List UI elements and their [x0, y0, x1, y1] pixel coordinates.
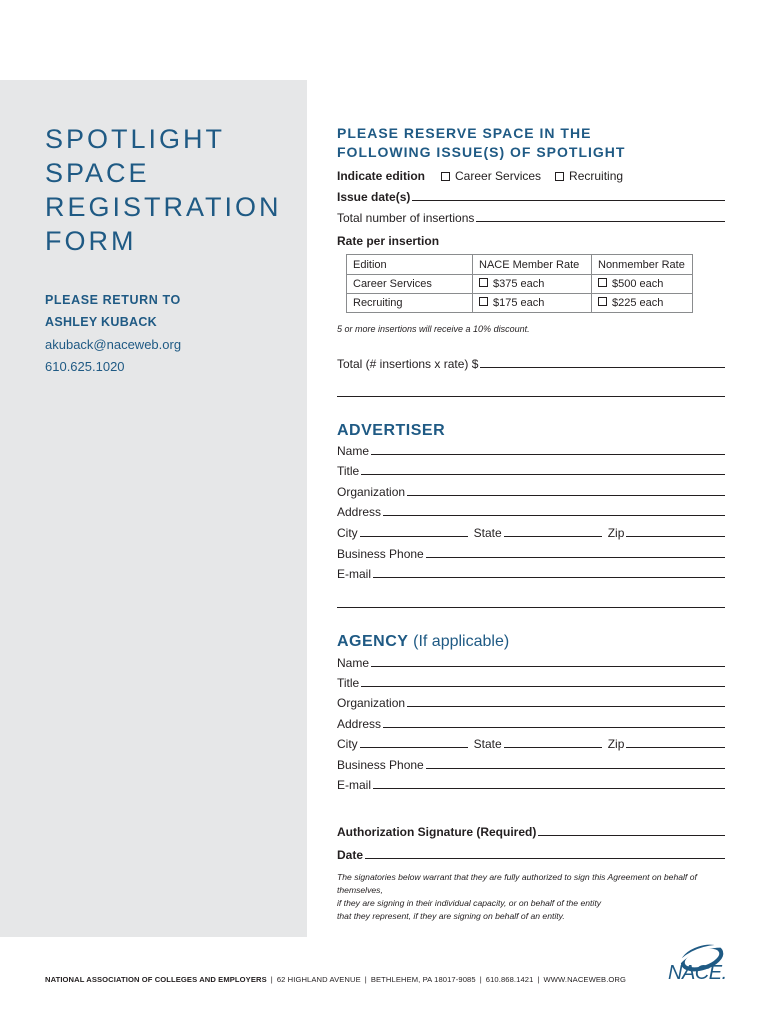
advertiser-organization-row: [337, 483, 725, 499]
advertiser-city-row: [337, 524, 725, 540]
agency-zip-field[interactable]: [626, 747, 725, 748]
field-label: Address: [337, 717, 382, 731]
table-row: [347, 275, 693, 294]
agency-title-row: [337, 674, 725, 690]
edition-row: [337, 167, 725, 183]
agency-address-field[interactable]: [383, 727, 725, 728]
checkbox-icon[interactable]: [598, 278, 607, 287]
agency-organization-field[interactable]: [407, 706, 725, 707]
advertiser-email-row: [337, 565, 725, 581]
insertions-field[interactable]: [476, 221, 725, 222]
field-label: E-mail: [337, 778, 372, 792]
checkbox-icon[interactable]: [441, 172, 450, 181]
issue-dates-field[interactable]: [412, 200, 725, 201]
table-cell-nonmember[interactable]: [592, 275, 693, 294]
advertiser-title-field[interactable]: [361, 474, 725, 475]
advertiser-zip-field[interactable]: [626, 536, 725, 537]
contact-email[interactable]: akuback@naceweb.org: [45, 337, 182, 352]
table-cell-edition: Recruiting: [347, 294, 473, 313]
insertions-row: [337, 209, 725, 225]
agency-name-field[interactable]: [371, 666, 725, 667]
footer-phone: 610.868.1421: [485, 975, 534, 984]
advertiser-email-field[interactable]: [373, 577, 725, 578]
edition-option-label: Recruiting: [569, 169, 624, 183]
field-label: State: [473, 737, 502, 751]
edition-option-recruiting[interactable]: [555, 169, 623, 183]
agency-heading-note: (If applicable): [413, 633, 510, 650]
total-row: [337, 355, 725, 371]
agency-state-field[interactable]: [504, 747, 602, 748]
advertiser-phone-field[interactable]: [426, 557, 725, 558]
agency-phone-row: [337, 756, 725, 772]
checkbox-icon[interactable]: [598, 297, 607, 306]
field-label: Business Phone: [337, 758, 424, 772]
table-row: [347, 294, 693, 313]
agency-email-field[interactable]: [373, 788, 725, 789]
contact-phone: 610.625.1020: [45, 359, 125, 374]
signature-label: Authorization Signature (Required): [337, 825, 537, 839]
footer-org: NATIONAL ASSOCIATION OF COLLEGES AND EMPLOYERS: [45, 975, 267, 984]
disclaimer-line: that they represent, if they are signing on behalf of an entity.: [337, 911, 565, 921]
agency-address-row: [337, 715, 725, 731]
advertiser-organization-field[interactable]: [407, 495, 725, 496]
field-label: Title: [337, 676, 360, 690]
advertiser-title-row: [337, 462, 725, 478]
agency-city-row: [337, 735, 725, 751]
field-label: Business Phone: [337, 547, 424, 561]
advertiser-state-field[interactable]: [504, 536, 602, 537]
footer-address: 62 HIGHLAND AVENUE: [276, 975, 361, 984]
field-label: Zip: [607, 526, 625, 540]
rate-value: $225 each: [612, 297, 664, 309]
rate-value: $375 each: [493, 278, 545, 290]
issue-dates-row: [337, 188, 725, 204]
form-title-line: SPACE: [45, 158, 150, 188]
section-divider: [337, 396, 725, 397]
form-title: [45, 122, 295, 258]
reserve-heading-line: FOLLOWING ISSUE(S) OF SPOTLIGHT: [337, 144, 626, 160]
advertiser-city-field[interactable]: [360, 536, 468, 537]
checkbox-icon[interactable]: [479, 297, 488, 306]
edition-label: Indicate edition: [337, 169, 426, 183]
agency-heading: [337, 633, 509, 651]
table-cell-member[interactable]: [473, 294, 592, 313]
agency-phone-field[interactable]: [426, 768, 725, 769]
discount-note: 5 or more insertions will receive a 10% discount.: [337, 324, 530, 334]
advertiser-name-row: [337, 442, 725, 458]
footer: [45, 975, 626, 984]
form-title-line: REGISTRATION: [45, 192, 282, 222]
field-label: City: [337, 737, 358, 751]
signature-field[interactable]: [538, 835, 725, 836]
disclaimer-line: if they are signing in their individual capacity, or on behalf of the entity: [337, 898, 602, 908]
checkbox-icon[interactable]: [479, 278, 488, 287]
return-label: PLEASE RETURN TO: [45, 293, 181, 307]
field-label: Zip: [607, 737, 625, 751]
reserve-heading-line: PLEASE RESERVE SPACE IN THE: [337, 125, 592, 141]
table-cell-member[interactable]: [473, 275, 592, 294]
table-header-row: [347, 255, 693, 275]
form-title-line: FORM: [45, 226, 137, 256]
agency-title-field[interactable]: [361, 686, 725, 687]
table-header: Nonmember Rate: [592, 255, 693, 275]
signature-row: [337, 823, 725, 839]
footer-separator: |: [537, 975, 540, 984]
edition-option-career-services[interactable]: [441, 169, 541, 183]
agency-city-field[interactable]: [360, 747, 468, 748]
nace-logo: NACE.: [668, 962, 727, 984]
advertiser-heading: ADVERTISER: [337, 422, 446, 439]
field-label: Name: [337, 444, 370, 458]
advertiser-name-field[interactable]: [371, 454, 725, 455]
edition-option-label: Career Services: [455, 169, 542, 183]
rate-value: $175 each: [493, 297, 545, 309]
field-label: Title: [337, 464, 360, 478]
table-cell-nonmember[interactable]: [592, 294, 693, 313]
signature-disclaimer: [337, 871, 737, 923]
agency-email-row: [337, 776, 725, 792]
rate-label: Rate per insertion: [337, 234, 440, 248]
section-divider: [337, 607, 725, 608]
field-label: City: [337, 526, 358, 540]
field-label: State: [473, 526, 502, 540]
form-title-line: SPOTLIGHT: [45, 124, 226, 154]
total-label: Total (# insertions x rate) $: [337, 357, 479, 371]
field-label: Address: [337, 505, 382, 519]
field-label: E-mail: [337, 567, 372, 581]
table-cell-edition: Career Services: [347, 275, 473, 294]
advertiser-phone-row: [337, 545, 725, 561]
footer-separator: |: [479, 975, 482, 984]
table-header: NACE Member Rate: [473, 255, 592, 275]
issue-dates-label: Issue date(s): [337, 190, 411, 204]
reserve-heading: [337, 124, 625, 162]
field-label: Organization: [337, 485, 406, 499]
footer-web[interactable]: WWW.NACEWEB.ORG: [543, 975, 626, 984]
disclaimer-line: The signatories below warrant that they are fully authorized to sign this Agreement on behalf of themselves,: [337, 872, 697, 895]
footer-separator: |: [364, 975, 367, 984]
footer-city: BETHLEHEM, PA 18017-9085: [370, 975, 476, 984]
insertions-label: Total number of insertions: [337, 211, 475, 225]
checkbox-icon[interactable]: [555, 172, 564, 181]
date-field[interactable]: [365, 858, 725, 859]
advertiser-address-field[interactable]: [383, 515, 725, 516]
rate-table: [346, 254, 693, 313]
total-field[interactable]: [480, 367, 725, 368]
date-row: [337, 846, 725, 862]
advertiser-address-row: [337, 503, 725, 519]
field-label: Organization: [337, 696, 406, 710]
field-label: Name: [337, 656, 370, 670]
rate-row: [337, 232, 725, 248]
footer-separator: |: [270, 975, 273, 984]
contact-name: ASHLEY KUBACK: [45, 315, 158, 329]
agency-name-row: [337, 654, 725, 670]
agency-organization-row: [337, 694, 725, 710]
agency-heading-text: AGENCY: [337, 633, 409, 650]
table-header: Edition: [347, 255, 473, 275]
rate-value: $500 each: [612, 278, 664, 290]
date-label: Date: [337, 848, 364, 862]
